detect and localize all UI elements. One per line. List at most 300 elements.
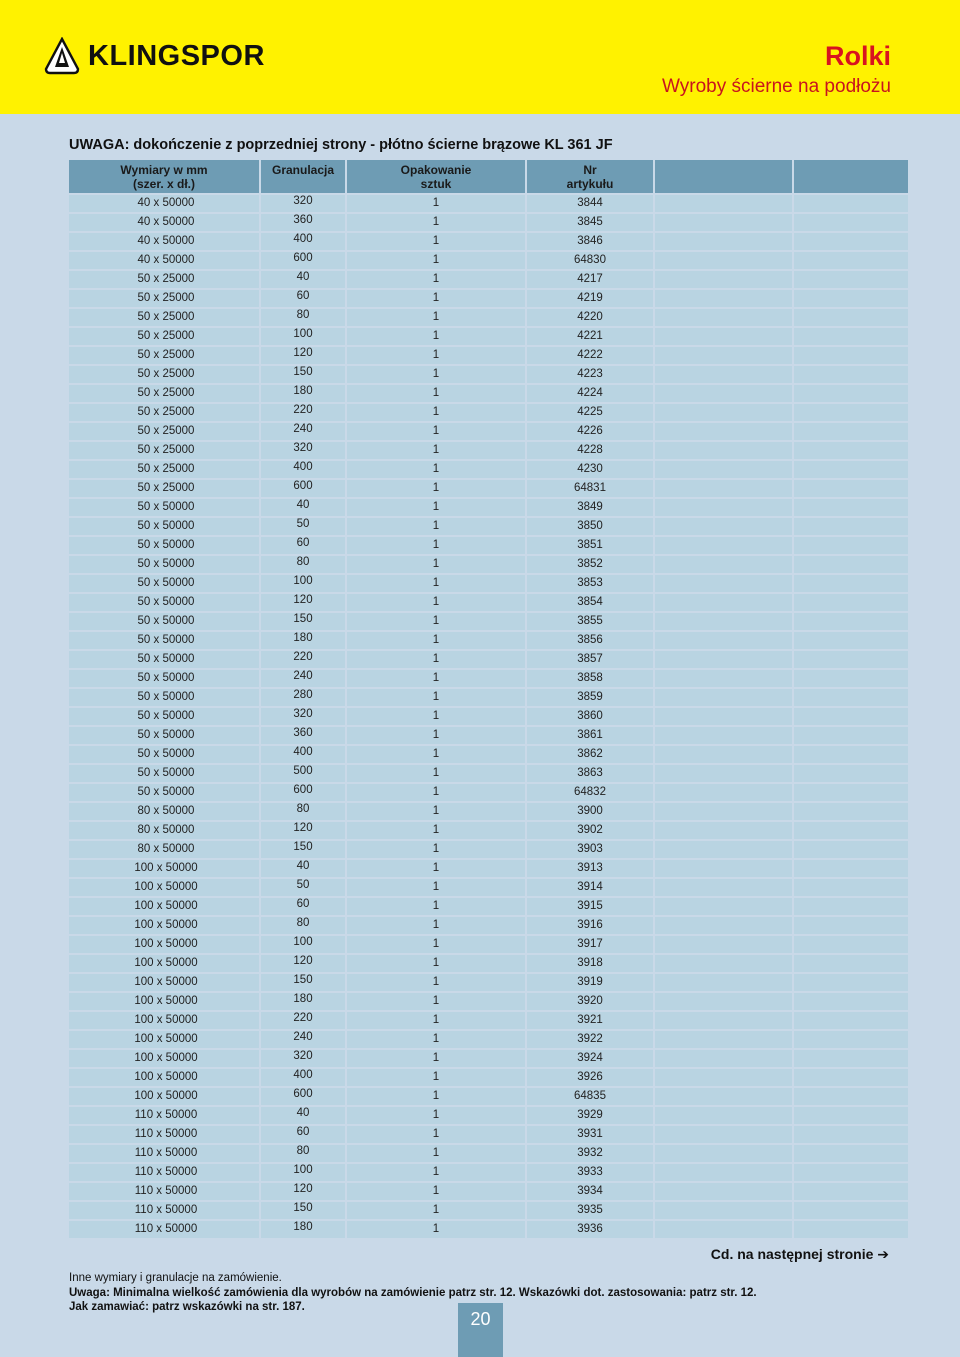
table-row — [69, 689, 914, 706]
cell-empty — [794, 784, 908, 801]
cell-empty — [794, 1183, 908, 1200]
cell-empty — [794, 423, 908, 440]
cell-dimensions: 50 x 25000 — [69, 366, 261, 383]
cell-article-number: 3924 — [527, 1050, 655, 1067]
cell-packaging: 1 — [347, 822, 527, 839]
cell-packaging: 1 — [347, 689, 527, 706]
table-row — [69, 290, 914, 307]
cell-empty — [655, 1145, 794, 1162]
cell-empty — [655, 309, 794, 326]
cell-empty — [794, 1088, 908, 1105]
cell-empty — [655, 518, 794, 535]
cell-packaging: 1 — [347, 309, 527, 326]
cell-dimensions: 100 x 50000 — [69, 1069, 261, 1086]
cell-article-number: 3844 — [527, 195, 655, 212]
table-row — [69, 651, 914, 668]
table-row — [69, 1031, 914, 1048]
cell-empty — [794, 499, 908, 516]
cell-article-number: 4219 — [527, 290, 655, 307]
cell-dimensions: 40 x 50000 — [69, 252, 261, 269]
cell-granulation: 40 — [261, 271, 347, 288]
cell-empty — [655, 1126, 794, 1143]
table-row — [69, 917, 914, 934]
cell-granulation: 220 — [261, 651, 347, 668]
table-row — [69, 1069, 914, 1086]
header-article-number: Nr artykułu — [527, 160, 655, 193]
table-row — [69, 1088, 914, 1105]
cell-empty — [655, 1107, 794, 1124]
cell-empty — [794, 1050, 908, 1067]
header-packaging: Opakowanie sztuk — [347, 160, 527, 193]
cell-empty — [794, 1107, 908, 1124]
cell-granulation: 50 — [261, 518, 347, 535]
page-header — [0, 0, 960, 114]
cell-granulation: 180 — [261, 632, 347, 649]
cell-dimensions: 110 x 50000 — [69, 1202, 261, 1219]
cell-empty — [794, 974, 908, 991]
cell-empty — [655, 290, 794, 307]
cell-granulation: 320 — [261, 195, 347, 212]
table-row — [69, 1145, 914, 1162]
cell-granulation: 60 — [261, 537, 347, 554]
cell-granulation: 60 — [261, 898, 347, 915]
cell-granulation: 50 — [261, 879, 347, 896]
cell-empty — [794, 879, 908, 896]
table-row — [69, 1107, 914, 1124]
cell-empty — [655, 632, 794, 649]
cell-packaging: 1 — [347, 898, 527, 915]
cell-granulation: 80 — [261, 556, 347, 573]
cell-empty — [794, 841, 908, 858]
cell-article-number: 3845 — [527, 214, 655, 231]
cell-packaging: 1 — [347, 727, 527, 744]
klingspor-logo-icon — [44, 37, 80, 75]
table-row — [69, 480, 914, 497]
cell-packaging: 1 — [347, 1221, 527, 1238]
table-row — [69, 537, 914, 554]
cell-empty — [655, 385, 794, 402]
cell-article-number: 4230 — [527, 461, 655, 478]
cell-packaging: 1 — [347, 404, 527, 421]
cell-empty — [655, 442, 794, 459]
cell-packaging: 1 — [347, 594, 527, 611]
cell-dimensions: 110 x 50000 — [69, 1221, 261, 1238]
cell-article-number: 3934 — [527, 1183, 655, 1200]
cell-dimensions: 50 x 25000 — [69, 480, 261, 497]
cell-empty — [794, 556, 908, 573]
table-row — [69, 1183, 914, 1200]
cell-article-number: 3902 — [527, 822, 655, 839]
cell-empty — [655, 537, 794, 554]
cell-packaging: 1 — [347, 575, 527, 592]
cell-empty — [794, 309, 908, 326]
cell-empty — [794, 1202, 908, 1219]
cell-article-number: 3935 — [527, 1202, 655, 1219]
cell-empty — [794, 822, 908, 839]
cell-dimensions: 50 x 50000 — [69, 784, 261, 801]
table-row — [69, 746, 914, 763]
cell-dimensions: 100 x 50000 — [69, 955, 261, 972]
cell-dimensions: 100 x 50000 — [69, 974, 261, 991]
cell-packaging: 1 — [347, 879, 527, 896]
cell-empty — [655, 917, 794, 934]
cell-dimensions: 50 x 50000 — [69, 499, 261, 516]
cell-article-number: 4217 — [527, 271, 655, 288]
page-number: 20 — [458, 1303, 503, 1357]
cell-article-number: 3916 — [527, 917, 655, 934]
cell-empty — [655, 366, 794, 383]
cell-article-number: 3863 — [527, 765, 655, 782]
cell-empty — [655, 841, 794, 858]
page-title: Rolki — [824, 41, 891, 71]
cell-empty — [794, 993, 908, 1010]
cell-empty — [794, 404, 908, 421]
cell-dimensions: 50 x 25000 — [69, 347, 261, 364]
cell-packaging: 1 — [347, 1069, 527, 1086]
cell-empty — [655, 993, 794, 1010]
cell-article-number: 4221 — [527, 328, 655, 345]
cell-article-number: 3922 — [527, 1031, 655, 1048]
table-row — [69, 974, 914, 991]
cell-packaging: 1 — [347, 271, 527, 288]
cell-article-number: 4226 — [527, 423, 655, 440]
cell-empty — [794, 670, 908, 687]
cell-empty — [655, 746, 794, 763]
cell-article-number: 3932 — [527, 1145, 655, 1162]
cell-empty — [655, 347, 794, 364]
cell-empty — [794, 461, 908, 478]
cell-packaging: 1 — [347, 499, 527, 516]
cell-packaging: 1 — [347, 461, 527, 478]
cell-empty — [655, 575, 794, 592]
cell-empty — [794, 594, 908, 611]
cell-dimensions: 50 x 50000 — [69, 632, 261, 649]
table-row — [69, 879, 914, 896]
cell-empty — [794, 385, 908, 402]
cell-article-number: 3914 — [527, 879, 655, 896]
cell-dimensions: 100 x 50000 — [69, 993, 261, 1010]
cell-granulation: 80 — [261, 309, 347, 326]
table-row — [69, 860, 914, 877]
cell-dimensions: 110 x 50000 — [69, 1164, 261, 1181]
cell-article-number: 3918 — [527, 955, 655, 972]
table-row — [69, 822, 914, 839]
table-row — [69, 784, 914, 801]
cell-dimensions: 50 x 50000 — [69, 765, 261, 782]
cell-empty — [794, 252, 908, 269]
cell-granulation: 40 — [261, 499, 347, 516]
cell-empty — [794, 195, 908, 212]
cell-packaging: 1 — [347, 974, 527, 991]
cell-granulation: 120 — [261, 594, 347, 611]
cell-granulation: 240 — [261, 670, 347, 687]
cell-empty — [655, 195, 794, 212]
cell-empty — [655, 1069, 794, 1086]
cell-empty — [794, 214, 908, 231]
cell-article-number: 4220 — [527, 309, 655, 326]
table-row — [69, 575, 914, 592]
cell-granulation: 100 — [261, 575, 347, 592]
cell-packaging: 1 — [347, 385, 527, 402]
cell-dimensions: 50 x 50000 — [69, 556, 261, 573]
cell-article-number: 3915 — [527, 898, 655, 915]
cell-empty — [794, 746, 908, 763]
cell-empty — [794, 1164, 908, 1181]
footer-note-1: Inne wymiary i granulacje na zamówienie. — [69, 1272, 282, 1284]
table-row — [69, 765, 914, 782]
cell-empty — [794, 1012, 908, 1029]
cell-empty — [794, 366, 908, 383]
cell-empty — [655, 1031, 794, 1048]
cell-article-number: 3858 — [527, 670, 655, 687]
cell-granulation: 600 — [261, 480, 347, 497]
cell-article-number: 3851 — [527, 537, 655, 554]
cell-empty — [655, 955, 794, 972]
cell-empty — [794, 1126, 908, 1143]
cell-empty — [794, 1221, 908, 1238]
cell-article-number: 3856 — [527, 632, 655, 649]
cell-empty — [655, 651, 794, 668]
cell-granulation: 60 — [261, 290, 347, 307]
cell-article-number: 3860 — [527, 708, 655, 725]
cell-granulation: 320 — [261, 708, 347, 725]
cell-empty — [655, 404, 794, 421]
cell-empty — [655, 670, 794, 687]
table-row — [69, 461, 914, 478]
cell-empty — [655, 1221, 794, 1238]
cell-dimensions: 50 x 50000 — [69, 594, 261, 611]
cell-granulation: 220 — [261, 404, 347, 421]
cell-article-number: 3929 — [527, 1107, 655, 1124]
cell-packaging: 1 — [347, 537, 527, 554]
cell-granulation: 600 — [261, 252, 347, 269]
cell-packaging: 1 — [347, 613, 527, 630]
cell-packaging: 1 — [347, 1107, 527, 1124]
table-row — [69, 898, 914, 915]
cell-article-number: 3926 — [527, 1069, 655, 1086]
cell-dimensions: 110 x 50000 — [69, 1183, 261, 1200]
cell-granulation: 320 — [261, 442, 347, 459]
cell-empty — [655, 784, 794, 801]
cell-article-number: 3933 — [527, 1164, 655, 1181]
table-row — [69, 613, 914, 630]
cell-granulation: 150 — [261, 366, 347, 383]
cell-article-number: 3846 — [527, 233, 655, 250]
cell-empty — [655, 1202, 794, 1219]
table-row — [69, 1050, 914, 1067]
cell-packaging: 1 — [347, 955, 527, 972]
cell-granulation: 150 — [261, 1202, 347, 1219]
cell-empty — [655, 1164, 794, 1181]
table-row — [69, 803, 914, 820]
footer-notes — [69, 1271, 757, 1315]
cell-granulation: 120 — [261, 1183, 347, 1200]
cell-dimensions: 50 x 50000 — [69, 613, 261, 630]
cell-dimensions: 40 x 50000 — [69, 195, 261, 212]
cell-dimensions: 50 x 25000 — [69, 290, 261, 307]
cell-dimensions: 50 x 50000 — [69, 727, 261, 744]
cell-packaging: 1 — [347, 708, 527, 725]
cell-granulation: 400 — [261, 1069, 347, 1086]
cell-packaging: 1 — [347, 556, 527, 573]
cell-article-number: 4222 — [527, 347, 655, 364]
cell-empty — [655, 822, 794, 839]
cell-empty — [655, 271, 794, 288]
cell-empty — [794, 860, 908, 877]
cell-granulation: 220 — [261, 1012, 347, 1029]
cell-empty — [794, 632, 908, 649]
cell-granulation: 80 — [261, 917, 347, 934]
cell-empty — [655, 1183, 794, 1200]
cell-packaging: 1 — [347, 632, 527, 649]
cell-packaging: 1 — [347, 442, 527, 459]
cell-dimensions: 50 x 25000 — [69, 404, 261, 421]
cell-granulation: 360 — [261, 727, 347, 744]
cell-empty — [794, 898, 908, 915]
table-row — [69, 404, 914, 421]
cell-dimensions: 100 x 50000 — [69, 1088, 261, 1105]
cell-article-number: 3919 — [527, 974, 655, 991]
cell-article-number: 64832 — [527, 784, 655, 801]
cell-article-number: 3917 — [527, 936, 655, 953]
cell-packaging: 1 — [347, 860, 527, 877]
cell-dimensions: 40 x 50000 — [69, 214, 261, 231]
cell-empty — [655, 803, 794, 820]
cell-packaging: 1 — [347, 195, 527, 212]
cell-packaging: 1 — [347, 765, 527, 782]
cell-dimensions: 110 x 50000 — [69, 1107, 261, 1124]
brand-name: KLINGSPOR — [88, 39, 265, 72]
cell-granulation: 600 — [261, 1088, 347, 1105]
table-row — [69, 385, 914, 402]
cell-packaging: 1 — [347, 347, 527, 364]
table-row — [69, 632, 914, 649]
cell-dimensions: 110 x 50000 — [69, 1145, 261, 1162]
cell-empty — [655, 898, 794, 915]
cell-article-number: 4223 — [527, 366, 655, 383]
cell-dimensions: 100 x 50000 — [69, 898, 261, 915]
cell-dimensions: 100 x 50000 — [69, 1031, 261, 1048]
table-row — [69, 347, 914, 364]
cell-granulation: 100 — [261, 328, 347, 345]
cell-packaging: 1 — [347, 1012, 527, 1029]
table-row — [69, 1012, 914, 1029]
cell-dimensions: 50 x 25000 — [69, 461, 261, 478]
cell-granulation: 150 — [261, 974, 347, 991]
cell-packaging: 1 — [347, 518, 527, 535]
cell-packaging: 1 — [347, 784, 527, 801]
continue-next-page: Cd. na następnej stronie ➔ — [710, 1246, 889, 1262]
cell-packaging: 1 — [347, 670, 527, 687]
cell-dimensions: 80 x 50000 — [69, 822, 261, 839]
cell-article-number: 3900 — [527, 803, 655, 820]
cell-dimensions: 50 x 25000 — [69, 271, 261, 288]
cell-empty — [655, 708, 794, 725]
cell-dimensions: 50 x 50000 — [69, 575, 261, 592]
cell-dimensions: 100 x 50000 — [69, 860, 261, 877]
cell-empty — [655, 613, 794, 630]
cell-packaging: 1 — [347, 841, 527, 858]
cell-empty — [794, 518, 908, 535]
table-row — [69, 1164, 914, 1181]
cell-packaging: 1 — [347, 1126, 527, 1143]
header-empty-2 — [794, 160, 908, 193]
table-row — [69, 841, 914, 858]
table-row — [69, 442, 914, 459]
cell-packaging: 1 — [347, 233, 527, 250]
table-row — [69, 518, 914, 535]
cell-empty — [655, 860, 794, 877]
cell-empty — [794, 328, 908, 345]
cell-packaging: 1 — [347, 746, 527, 763]
table-row — [69, 423, 914, 440]
cell-packaging: 1 — [347, 917, 527, 934]
cell-packaging: 1 — [347, 651, 527, 668]
cell-granulation: 400 — [261, 461, 347, 478]
cell-packaging: 1 — [347, 1164, 527, 1181]
cell-article-number: 3859 — [527, 689, 655, 706]
cell-dimensions: 110 x 50000 — [69, 1126, 261, 1143]
cell-article-number: 3936 — [527, 1221, 655, 1238]
cell-empty — [794, 1031, 908, 1048]
cell-granulation: 360 — [261, 214, 347, 231]
header-granulation: Granulacja — [261, 160, 347, 193]
cell-dimensions: 80 x 50000 — [69, 841, 261, 858]
cell-granulation: 280 — [261, 689, 347, 706]
cell-article-number: 4225 — [527, 404, 655, 421]
cell-packaging: 1 — [347, 1050, 527, 1067]
cell-dimensions: 50 x 50000 — [69, 746, 261, 763]
cell-article-number: 3931 — [527, 1126, 655, 1143]
cell-empty — [794, 708, 908, 725]
cell-granulation: 80 — [261, 803, 347, 820]
cell-empty — [794, 689, 908, 706]
table-row — [69, 993, 914, 1010]
cell-packaging: 1 — [347, 252, 527, 269]
cell-packaging: 1 — [347, 993, 527, 1010]
cell-granulation: 40 — [261, 1107, 347, 1124]
cell-empty — [655, 689, 794, 706]
table-row — [69, 1126, 914, 1143]
cell-empty — [794, 1145, 908, 1162]
cell-granulation: 100 — [261, 936, 347, 953]
cell-granulation: 120 — [261, 822, 347, 839]
cell-empty — [794, 233, 908, 250]
cell-granulation: 80 — [261, 1145, 347, 1162]
cell-empty — [794, 290, 908, 307]
table-row — [69, 328, 914, 345]
cell-packaging: 1 — [347, 480, 527, 497]
cell-granulation: 60 — [261, 1126, 347, 1143]
cell-article-number: 4228 — [527, 442, 655, 459]
cell-empty — [655, 1088, 794, 1105]
cell-empty — [794, 347, 908, 364]
cell-article-number: 3850 — [527, 518, 655, 535]
cell-granulation: 120 — [261, 347, 347, 364]
cell-empty — [655, 480, 794, 497]
table-row — [69, 271, 914, 288]
cell-granulation: 400 — [261, 746, 347, 763]
cell-empty — [655, 233, 794, 250]
cell-packaging: 1 — [347, 1145, 527, 1162]
cell-empty — [655, 499, 794, 516]
footer-note-2: Uwaga: Minimalna wielkość zamówienia dla wyrobów na zamówienie patrz str. 12. Wskazówki dot. zastosowania: patrz str. 12. — [69, 1286, 757, 1299]
table-row — [69, 708, 914, 725]
table-row — [69, 670, 914, 687]
table-row — [69, 556, 914, 573]
page-subtitle: Wyroby ścierne na podłożu — [661, 76, 891, 97]
cell-packaging: 1 — [347, 1202, 527, 1219]
